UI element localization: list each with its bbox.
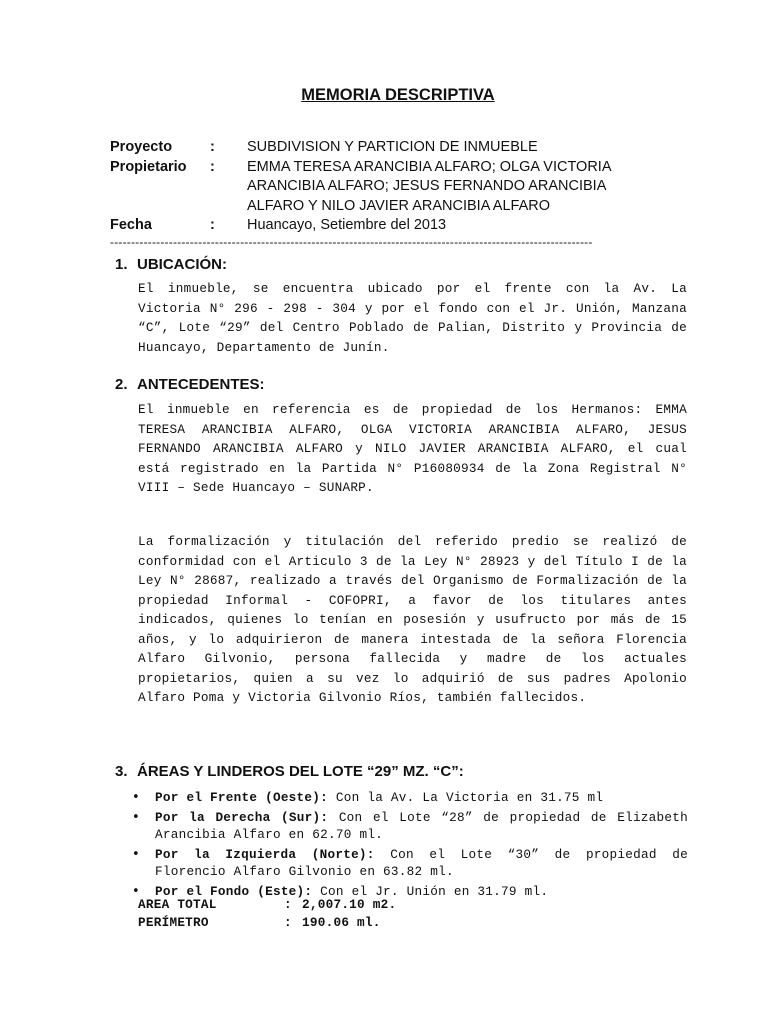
total-label: PERÍMETRO	[138, 914, 209, 930]
propietario-line: ALFARO Y NILO JAVIER ARANCIBIA ALFARO	[247, 197, 551, 214]
propietario-label: Propietario	[110, 158, 187, 175]
propietario-row-cont	[110, 177, 657, 197]
colon: :	[284, 897, 292, 912]
propietario-row	[110, 158, 657, 178]
paragraph-antecedentes-2: La formalización y titulación del referido predio se realizó de conformidad con el Articulo 3 de la Ley N° 28923 y del Título I de la Ley N° 28687, realizado a través del Organismo de Formalización de la propiedad Informal - COFOPRI, a favor de los titulares antes indicados, quienes lo tenían en posesión y usufructo por más de 15 años, y lo adquirieron de manera intestada de la señora Florencia Alfaro Gilvonio, persona fallecida y madre de los actuales propietarios, quien a su vez lo adquirió de sus padres Apolonio Alfaro Poma y Victoria Gilvonio Ríos, también fallecidos.	[138, 534, 687, 705]
divider-line: -------------------------------------------------------------------------------------------------------------------	[110, 235, 593, 249]
bullet-icon: •	[132, 809, 140, 825]
section-heading-antecedentes	[115, 376, 265, 393]
propietario-line: ARANCIBIA ALFARO; JESUS FERNANDO ARANCIBIA	[247, 178, 607, 194]
lindero-text: Con el Lote “30” de propiedad de Florencio Alfaro Gilvonio en 63.82 ml.	[155, 846, 688, 879]
lindero-label: Por la Derecha (Sur):	[155, 809, 329, 825]
propietario-row-cont	[110, 197, 657, 217]
colon: :	[284, 914, 292, 930]
total-area-row	[138, 896, 396, 914]
totals-block	[138, 896, 396, 931]
colon: :	[210, 217, 215, 233]
section-number: 1.	[115, 256, 128, 273]
proyecto-value: SUBDIVISION Y PARTICION DE INMUEBLE	[247, 139, 538, 155]
section-heading-areas	[115, 763, 464, 780]
fecha-value: Huancayo, Setiembre del 2013	[247, 217, 447, 233]
proyecto-row	[110, 138, 657, 158]
proyecto-label: Proyecto	[110, 139, 173, 155]
lindero-label: Por el Frente (Oeste):	[155, 790, 329, 805]
propietario-line: EMMA TERESA ARANCIBIA ALFARO; OLGA VICTORIA	[247, 158, 612, 175]
list-item	[132, 789, 688, 807]
project-info	[110, 138, 657, 236]
section-number: 3.	[115, 763, 128, 780]
colon: :	[210, 139, 215, 155]
lindero-text: Con el Lote “28” de propiedad de Elizabeth Arancibia Alfaro en 62.70 ml.	[155, 809, 688, 842]
linderos-list	[132, 789, 688, 902]
lindero-label: Por el Fondo (Este):	[155, 883, 313, 899]
total-label: AREA TOTAL	[138, 897, 217, 912]
bullet-icon: •	[132, 883, 140, 899]
lindero-label: Por la Izquierda (Norte):	[155, 846, 375, 862]
section-title: UBICACIÓN:	[137, 256, 227, 273]
lindero-text: Con la Av. La Victoria en 31.75 ml	[328, 790, 604, 805]
bullet-icon: •	[132, 790, 140, 805]
total-perimeter-row	[138, 914, 396, 932]
paragraph-ubicacion: El inmueble, se encuentra ubicado por el frente con la Av. La Victoria N° 296 - 298 - 304 y por el fondo con el Jr. Unión, Manzana “C”, Lote “29” del Centro Poblado de Palian, Distrito y Provincia de Huancayo, Departamento de Junín.	[138, 281, 687, 355]
bullet-icon: •	[132, 846, 140, 862]
total-value: 190.06 ml.	[302, 914, 381, 930]
fecha-row	[110, 216, 657, 236]
colon: :	[210, 158, 215, 175]
lindero-text: Con el Jr. Unión en 31.79 ml.	[312, 883, 549, 899]
list-item	[132, 809, 688, 844]
document-title: MEMORIA DESCRIPTIVA	[301, 86, 495, 104]
list-item	[132, 846, 688, 881]
section-number: 2.	[115, 376, 128, 393]
section-heading-ubicacion	[115, 256, 227, 273]
section-title: ÁREAS Y LINDEROS DEL LOTE “29” MZ. “C”:	[137, 763, 464, 780]
paragraph-antecedentes-1: El inmueble en referencia es de propiedad de los Hermanos: EMMA TERESA ARANCIBIA ALFARO, OLGA VICTORIA ARANCIBIA ALFARO, JESUS FERNANDO ARANCIBIA ALFARO y NILO JAVIER ARANCIBIA ALFARO, el cual está registrado en la Partida N° P16080934 de la Zona Registral N° VIII – Sede Huancayo – SUNARP.	[138, 402, 687, 495]
section-title: ANTECEDENTES:	[137, 376, 265, 393]
total-value: 2,007.10 m2.	[302, 897, 397, 912]
fecha-label: Fecha	[110, 217, 152, 233]
